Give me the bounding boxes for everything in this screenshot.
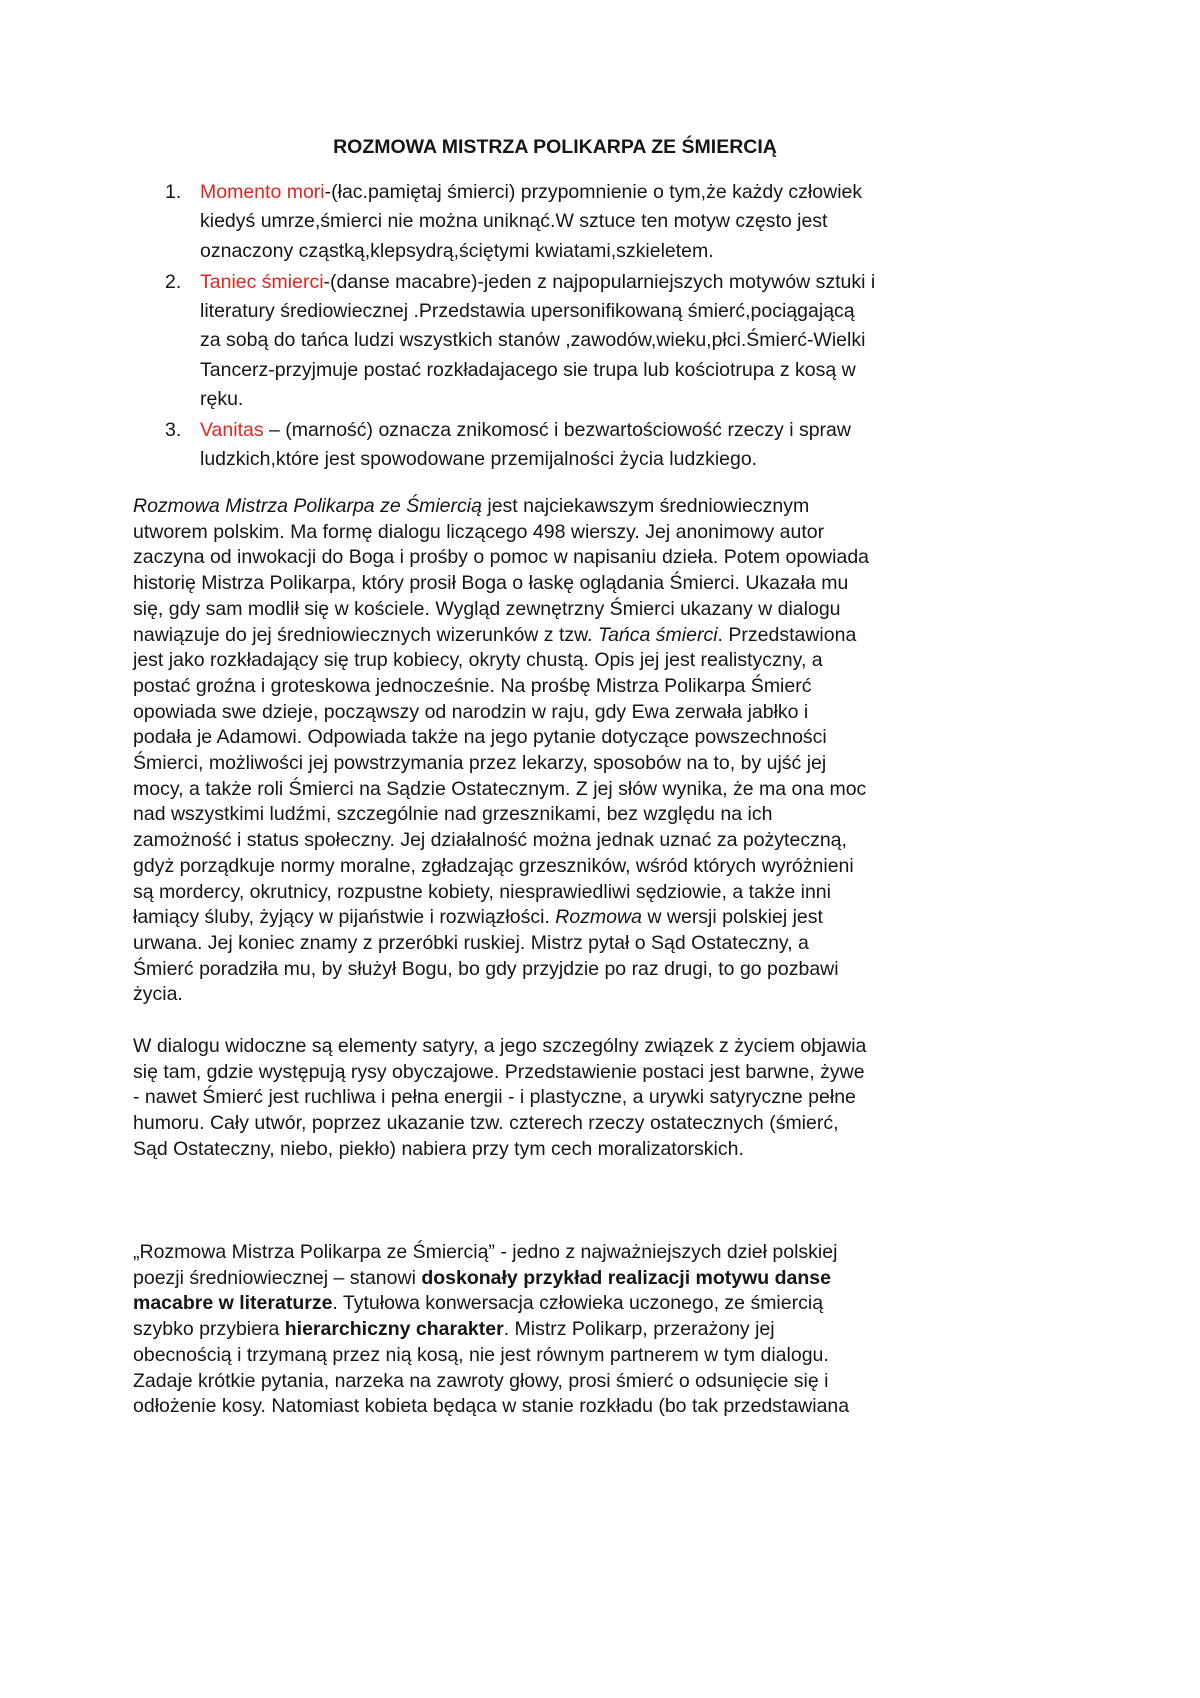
paragraph-line: zaczyna od inwokacji do Boga i prośby o pomoc w napisaniu dzieła. Potem opowiada — [133, 546, 870, 569]
paragraph-line: historię Mistrza Polikarpa, który prosił Boga o łaskę oglądania Śmierci. Ukazała mu — [133, 572, 849, 595]
paragraph-line: Śmierci, możliwości jej powstrzymania przez lekarzy, sposobów na to, by ujść jej — [133, 752, 827, 775]
list-line: literatury średiowiecznej .Przedstawia upersonifikowaną śmierć,pociągającą — [200, 299, 855, 322]
list-line — [200, 178, 1033, 207]
text-segment: nawiązuje do jej średniowiecznych wizerunków z tzw. — [133, 623, 598, 646]
list-term: Momento mori — [200, 181, 325, 203]
paragraph-line: jest jako rozkładający się trup kobiecy, okryty chustą. Opis jej jest realistyczny, a — [133, 649, 823, 672]
list-number: 3. — [165, 418, 182, 441]
text-segment: . Tytułowa konwersacja człowieka uczonego, ze śmiercią — [332, 1292, 824, 1315]
paragraph — [133, 1240, 1033, 1420]
paragraph-line: życia. — [133, 983, 183, 1006]
bold-segment: macabre w literaturze — [133, 1292, 333, 1315]
paragraph-line: odłożenie kosy. Natomiast kobieta będąca w stanie rozkładu (bo tak przedstawiana — [133, 1395, 850, 1418]
list-line: ręku. — [200, 387, 244, 410]
paragraph-line: się, gdy sam modlił się w kościele. Wygląd zewnętrzny Śmierci ukazany w dialogu — [133, 597, 841, 620]
text-segment: – (marność) oznacza znikomosć i bezwartościowość rzeczy i spraw — [263, 418, 851, 441]
motif-list — [133, 178, 1033, 475]
paragraph-line — [133, 905, 1033, 931]
text-segment: szybko przybiera — [133, 1318, 285, 1341]
text-segment: -(łac.pamiętaj śmierci) przypomnienie o tym,że każdy człowiek — [324, 181, 863, 203]
list-line: ludzkich,które jest spowodowane przemijalności życia ludzkiego. — [200, 448, 758, 471]
list-term: Taniec śmierci — [200, 270, 324, 293]
paragraph-line: - nawet Śmierć jest ruchliwa i pełna energii - i plastyczne, a urywki satyryczne pełne — [133, 1086, 856, 1109]
paragraph-line: podała je Adamowi. Odpowiada także na jego pytanie dotyczące powszechności — [133, 726, 827, 749]
paragraph — [133, 494, 1033, 1008]
document-title: ROZMOWA MISTRZA POLIKARPA ZE ŚMIERCIĄ — [333, 136, 777, 158]
paragraph-line — [133, 1317, 1033, 1343]
bold-segment: doskonały przykład realizacji motywu danse — [421, 1266, 831, 1289]
paragraph-line: postać groźna i groteskowa jednocześnie. Na prośbę Mistrza Polikarpa Śmierć — [133, 674, 812, 697]
list-item — [133, 416, 1033, 475]
text-segment: -(danse macabre)-jeden z najpopularniejszych motywów sztuki i — [323, 270, 876, 293]
list-line: oznaczony cząstką,klepsydrą,ściętymi kwiatami,szkieletem. — [200, 239, 714, 262]
list-number: 2. — [165, 270, 182, 293]
paragraph-line — [133, 494, 1033, 520]
paragraph-line: humoru. Cały utwór, poprzez ukazanie tzw. czterech rzeczy ostatecznych (śmierć, — [133, 1112, 839, 1135]
list-number: 1. — [165, 181, 182, 203]
list-line: kiedyś umrze,śmierci nie można uniknąć.W sztuce ten motyw często jest — [200, 210, 828, 233]
paragraph-line — [133, 623, 1033, 649]
paragraph-line: zamożność i status społeczny. Jej działalność można jednak uznać za pożyteczną, — [133, 829, 847, 852]
paragraph-line: gdyż porządkuje normy moralne, zgładzając grzeszników, wśród których wyróżnieni — [133, 854, 854, 877]
paragraph-line: urwana. Jej koniec znamy z przeróbki ruskiej. Mistrz pytał o Sąd Ostateczny, a — [133, 931, 809, 954]
paragraph-line: Sąd Ostateczny, niebo, piekło) nabiera przy tym cech moralizatorskich. — [133, 1137, 744, 1160]
paragraph-line: utworem polskim. Ma formę dialogu liczącego 498 wierszy. Jej anonimowy autor — [133, 520, 825, 543]
paragraph-line: W dialogu widoczne są elementy satyry, a jego szczególny związek z życiem objawia — [133, 1035, 867, 1057]
text-segment: . Mistrz Polikarp, przerażony jej — [503, 1318, 775, 1341]
paragraph-line: nad wszystkimi ludźmi, szczególnie nad grzesznikami, bez względu na ich — [133, 803, 773, 826]
paragraph — [133, 1034, 1033, 1163]
paragraph-line: mocy, a także roli Śmierci na Sądzie Ostatecznym. Z jej słów wynika, że ma ona moc — [133, 777, 867, 800]
list-line: Tancerz-przyjmuje postać rozkładajacego sie trupa lub kościotrupa z kosą w — [200, 358, 856, 381]
paragraph-line: Zadaje krótkie pytania, narzeka na zawroty głowy, prosi śmierć o odsunięcie się i — [133, 1369, 829, 1392]
italic-segment: Rozmowa — [555, 906, 642, 929]
list-line — [200, 416, 1033, 445]
paragraph-line — [133, 1291, 1033, 1317]
text-segment: poezji średniowiecznej – stanowi — [133, 1266, 422, 1289]
text-segment: jest najciekawszym średniowiecznym — [481, 495, 810, 517]
paragraph-line: są mordercy, okrutnicy, rozpustne kobiety, niesprawiedliwi sędziowie, a także inni — [133, 880, 831, 903]
italic-segment: Tańca śmierci — [597, 623, 718, 646]
paragraph-line: się tam, gdzie występują rysy obyczajowe. Przedstawienie postaci jest barwne, żywe — [133, 1060, 865, 1083]
list-item — [133, 178, 1033, 266]
paragraph-line: opowiada swe dzieje, począwszy od narodzin w raju, gdy Ewa zerwała jabłko i — [133, 700, 809, 723]
paragraph-line: obecnością i trzymaną przez nią kosą, nie jest równym partnerem w tym dialogu. — [133, 1343, 829, 1366]
list-line: za sobą do tańca ludzi wszystkich stanów ,zawodów,wieku,płci.Śmierć-Wielki — [200, 329, 866, 352]
italic-segment: Rozmowa Mistrza Polikarpa ze Śmiercią — [133, 495, 482, 517]
paragraph-line — [133, 1266, 1033, 1292]
paragraph-line: „Rozmowa Mistrza Polikarpa ze Śmiercią” - jedno z najważniejszych dzieł polskiej — [133, 1241, 838, 1263]
list-line — [200, 268, 1033, 297]
text-segment: w wersji polskiej jest — [641, 906, 823, 929]
text-segment: . Przedstawiona — [717, 623, 857, 646]
list-item — [133, 268, 1033, 414]
text-segment: łamiący śluby, żyjący w pijaństwie i rozwiązłości. — [133, 906, 556, 929]
paragraph-line: Śmierć poradziła mu, by służył Bogu, bo gdy przyjdzie po raz drugi, to go pozbawi — [133, 957, 839, 980]
bold-segment: hierarchiczny charakter — [284, 1318, 504, 1341]
list-term: Vanitas — [200, 418, 264, 441]
